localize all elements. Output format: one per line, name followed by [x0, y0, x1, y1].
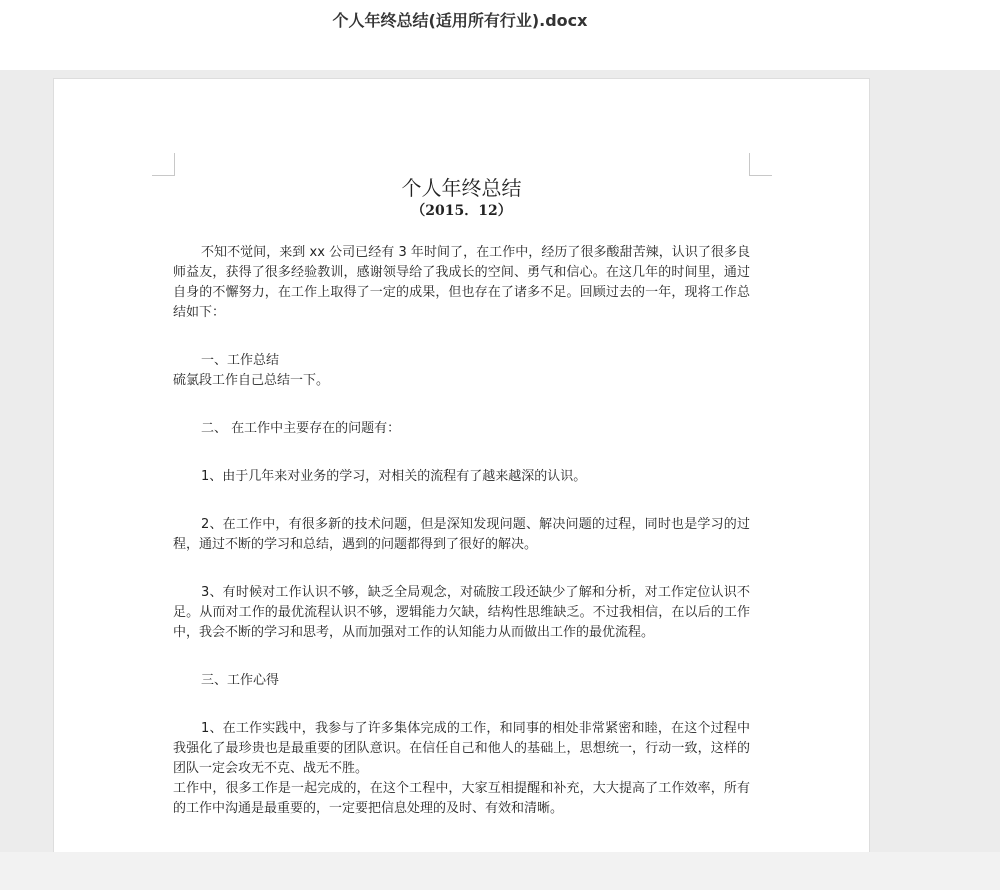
paragraph-gap: [173, 323, 750, 351]
problem-item-1: 1、由于几年来对业务的学习，对相关的流程有了越来越深的认识。: [201, 469, 587, 484]
document-title: 个人年终总结: [401, 176, 522, 200]
section-body-work-summary: 硫氯段工作自己总结一下。: [173, 373, 330, 388]
paragraph-gap: [173, 555, 750, 583]
section-heading-work-summary: 一、工作总结: [201, 353, 280, 368]
page-content: [173, 175, 750, 819]
document-date: （2015．12）: [411, 203, 512, 219]
paragraph-gap: [173, 487, 750, 515]
problem-item-2: 2、在工作中，有很多新的技术问题，但是深知发现问题、解决问题的过程，同时也是学习的过程，通过不断的学习和总结，遇到的问题都得到了很好的解决。: [173, 517, 750, 552]
section-heading-experience: 三、工作心得: [201, 673, 280, 688]
document-viewer[interactable]: [0, 70, 1000, 852]
document-filename: 个人年终总结(适用所有行业).docx: [332, 11, 588, 30]
intro-paragraph: 不知不觉间，来到 xx 公司已经有 3 年时间了，在工作中，经历了很多酸甜苦辣，认识了很多良师益友，获得了很多经验教训，感谢领导给了我成长的空间、勇气和信心。在这几年的时间里，通过自身的不懈努力，在工作上取得了一定的成果，但也存在了诸多不足。回顾过去的一年，现将工作总结如下：: [173, 245, 750, 320]
document-page: [53, 78, 870, 852]
section-heading-problems: 二、 在工作中主要存在的问题有：: [201, 421, 401, 436]
paragraph-gap: [173, 439, 750, 467]
margin-corner-top-right: [749, 153, 772, 176]
experience-item-1: 1、在工作实践中，我参与了许多集体完成的工作，和同事的相处非常紧密和睦，在这个过程中我强化了最珍贵也是最重要的团队意识。在信任自己和他人的基础上，思想统一，行动一致，这样的团队一定会攻无不克、战无不胜。: [173, 721, 750, 776]
paragraph-gap: [173, 643, 750, 671]
paragraph-gap: [173, 691, 750, 719]
paragraph-gap: [173, 391, 750, 419]
title-bar: [0, 0, 1000, 70]
experience-item-1-continued: 工作中，很多工作是一起完成的，在这个工程中，大家互相提醒和补充，大大提高了工作效率，所有的工作中沟通是最重要的，一定要把信息处理的及时、有效和清晰。: [173, 781, 750, 816]
margin-corner-top-left: [152, 153, 175, 176]
bottom-bar: [0, 852, 1000, 890]
problem-item-3: 3、有时候对工作认识不够，缺乏全局观念，对硫胺工段还缺少了解和分析，对工作定位认识不足。从而对工作的最优流程认识不够，逻辑能力欠缺，结构性思维缺乏。不过我相信，在以后的工作中，我会不断的学习和思考，从而加强对工作的认知能力从而做出工作的最优流程。: [173, 585, 750, 640]
